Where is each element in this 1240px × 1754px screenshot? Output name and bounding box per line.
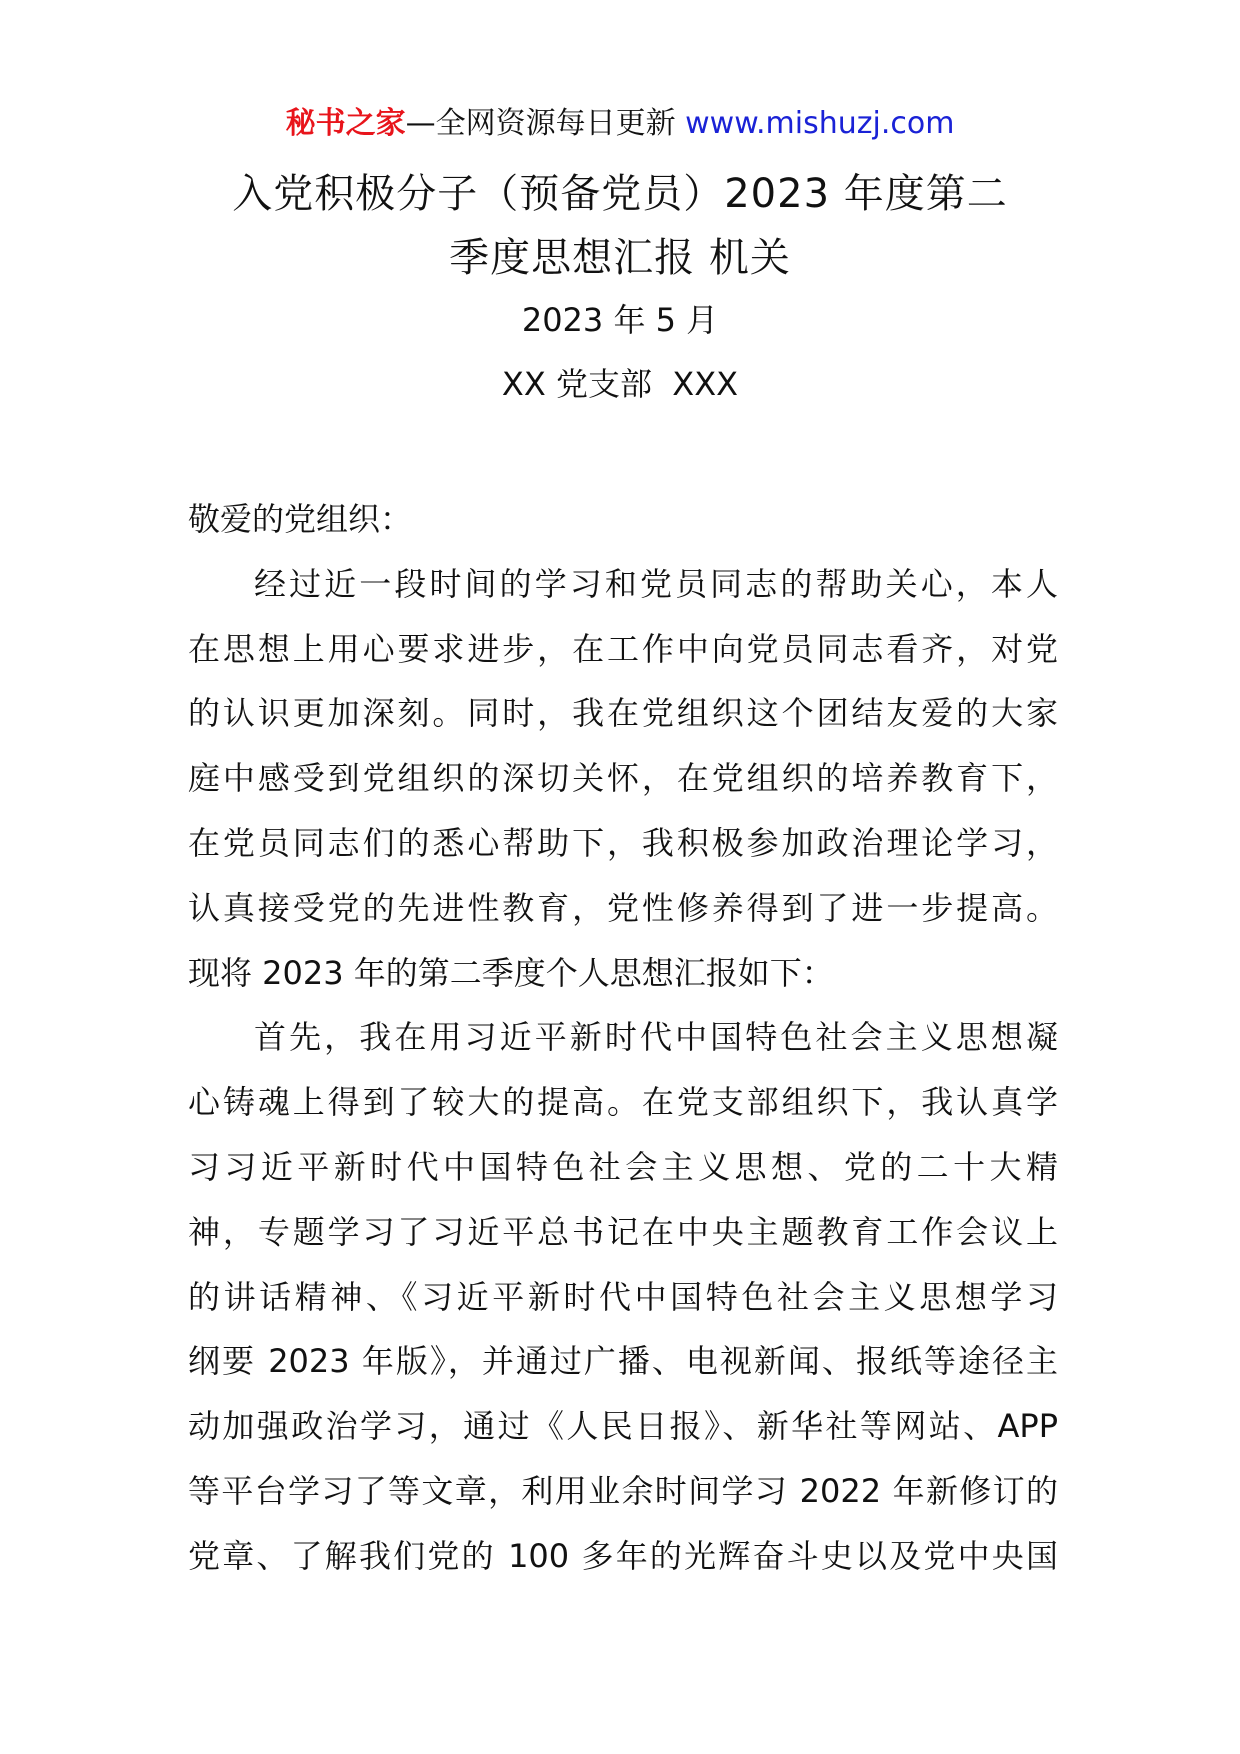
body-line: 现将 2023 年的第二季度个人思想汇报如下： bbox=[188, 953, 834, 992]
body-line: 在党员同志们的悉心帮助下，我积极参加政治理论学习， bbox=[188, 823, 1058, 862]
body-text bbox=[188, 552, 1058, 1589]
header-tagline: —全网资源每日更新 bbox=[405, 106, 686, 141]
body-line: 在思想上用心要求进步，在工作中向党员同志看齐，对党 bbox=[188, 629, 1058, 668]
body-line: 心铸魂上得到了较大的提高。在党支部组织下，我认真学 bbox=[188, 1083, 1058, 1122]
body-line: 纲要 2023 年版》，并通过广播、电视新闻、报纸等途径主 bbox=[188, 1342, 1058, 1381]
site-header bbox=[0, 102, 1240, 146]
body-line: 等平台学习了等文章，利用业余时间学习 2022 年新修订的 bbox=[188, 1471, 1058, 1510]
body-line: 经过近一段时间的学习和党员同志的帮助关心，本人 bbox=[254, 564, 1058, 603]
body-line: 党章、了解我们党的 100 多年的光辉奋斗史以及党中央国 bbox=[188, 1536, 1058, 1575]
document-author: XX 党支部 XXX bbox=[501, 365, 739, 403]
document-date: 2023 年 5 月 bbox=[521, 301, 719, 339]
body-line: 认真接受党的先进性教育，党性修养得到了进一步提高。 bbox=[188, 888, 1058, 927]
body-line: 习习近平新时代中国特色社会主义思想、党的二十大精 bbox=[188, 1147, 1058, 1186]
document-title bbox=[0, 162, 1240, 290]
title-line-1: 入党积极分子（预备党员）2023 年度第二 bbox=[232, 171, 1008, 217]
title-line-2: 季度思想汇报 机关 bbox=[449, 235, 791, 281]
body-line: 首先，我在用习近平新时代中国特色社会主义思想凝 bbox=[254, 1018, 1058, 1057]
body-line: 的认识更加深刻。同时，我在党组织这个团结友爱的大家 bbox=[188, 694, 1058, 733]
body-line: 神，专题学习了习近平总书记在中央主题教育工作会议上 bbox=[188, 1212, 1058, 1251]
site-url[interactable]: www.mishuzj.com bbox=[685, 106, 955, 141]
body-line: 动加强政治学习，通过《人民日报》、新华社等网站、APP bbox=[188, 1407, 1058, 1446]
body-line: 庭中感受到党组织的深切关怀，在党组织的培养教育下， bbox=[188, 759, 1058, 798]
body-line: 的讲话精神、《习近平新时代中国特色社会主义思想学习 bbox=[188, 1277, 1058, 1316]
salutation: 敬爱的党组织： bbox=[188, 500, 413, 538]
brand-name: 秘书之家 bbox=[285, 106, 406, 141]
